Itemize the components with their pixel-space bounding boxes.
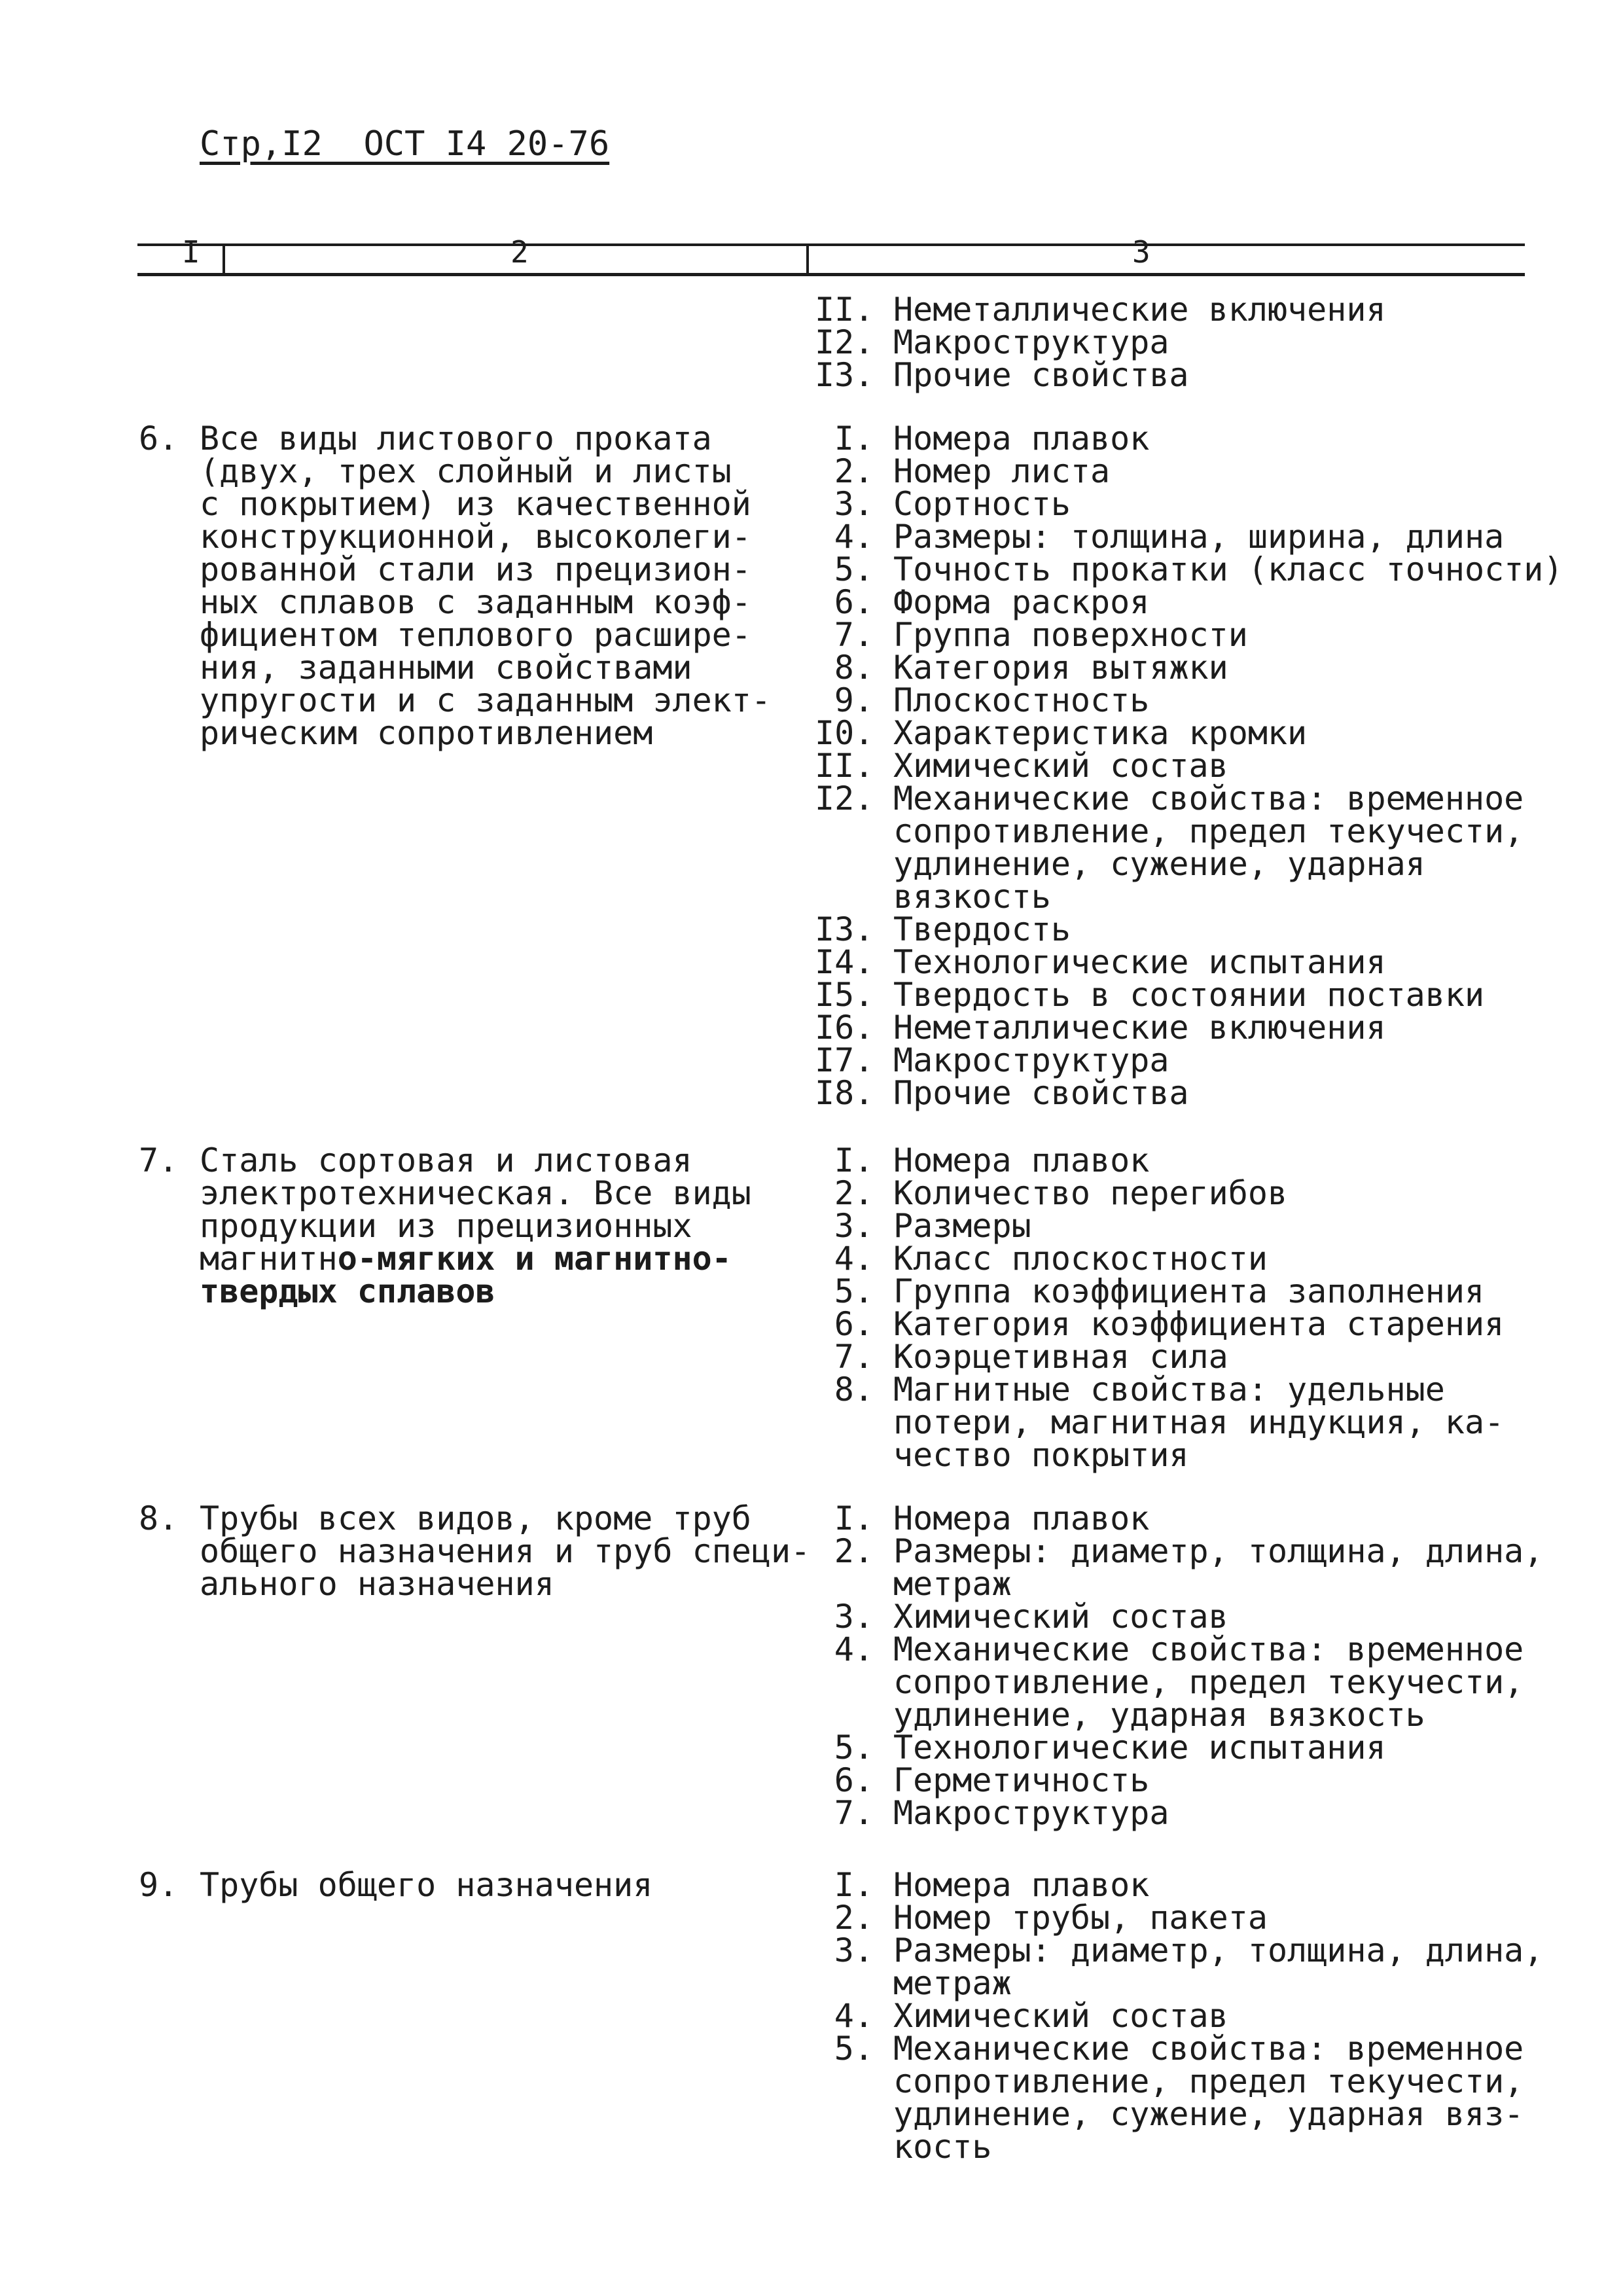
item-number: 4. [834,1997,874,2035]
item-number: I. [834,420,874,457]
item-number: 8. [834,1371,874,1408]
item-number: II. [815,291,874,329]
item-number: 4. [834,518,874,556]
column-divider-2 [806,243,809,276]
section-number: 7. [139,1141,179,1179]
item-text: Прочие свойства [893,1074,1189,1112]
table-header-top-rule [137,243,1525,246]
list-item [815,1009,1563,1047]
item-text: Номер трубы, пакета [893,1899,1268,1937]
item-number: I3. [815,356,874,394]
item-text: Плоскостность [893,681,1150,719]
list-item [815,1532,1544,1603]
item-text: Механические свойства: временное [893,1630,1524,1668]
description-line: конструкционной, высоколеги- [200,518,751,556]
description-line: (двух, трех слойный и листы [200,452,732,490]
description-line: Трубы общего назначения [200,1866,653,1904]
list-item [815,1899,1543,1937]
item-text: Размеры: диаметр, толщина, длина, [893,1931,1544,1969]
description-line: Трубы всех видов, кроме труб [200,1499,751,1537]
section-number: 9. [139,1866,179,1904]
item-text: удлинение, сужение, ударная вяз- [893,2095,1524,2133]
item-text: сопротивление, предел текучести, [893,2062,1524,2100]
list-item [815,976,1563,1014]
item-text: Группа коэффициента заполнения [893,1272,1485,1310]
item-number: 3. [834,1931,874,1969]
list-item [815,714,1563,752]
item-text: Категория коэффициента старения [893,1305,1505,1343]
item-text: Точность прокатки (класс точности) [893,550,1563,588]
description-line: общего назначения и труб специ- [200,1532,811,1570]
item-text: Размеры: диаметр, толщина, длина, [893,1532,1544,1570]
item-text: Магнитные свойства: удельные [893,1371,1445,1408]
item-text: Химический состав [893,747,1228,785]
list-item [815,1729,1543,1767]
item-number: 7. [834,616,874,654]
item-text: метраж [893,1565,1012,1603]
list-item [815,1141,1504,1179]
item-number: 5. [834,1729,874,1767]
list-item [815,1997,1543,2035]
item-number: I0. [815,714,874,752]
characteristics-list [815,1141,1505,1474]
item-text: Химический состав [893,1598,1228,1636]
list-item [815,1338,1504,1376]
item-number: I3. [815,910,874,948]
list-item [815,747,1563,785]
item-text: Номера плавок [893,1866,1150,1904]
section-description [200,1866,789,1904]
list-item [815,616,1563,654]
item-text: Неметаллические включения [893,291,1386,329]
description-line: электротехническая. Все виды [200,1174,751,1212]
item-number: 6. [834,1305,874,1343]
list-item [815,323,1386,361]
section-description [200,1499,811,1603]
item-number: 2. [834,452,874,490]
description-line: ального назначения [200,1565,554,1603]
item-number: 3. [834,1207,874,1245]
item-number: I. [834,1866,874,1904]
item-number: 7. [834,1794,874,1832]
item-text: Класс плоскостности [893,1240,1268,1278]
item-number: I8. [815,1074,874,1112]
list-item [815,1074,1563,1112]
item-text: Размеры: толщина, ширина, длина [893,518,1505,556]
item-number: I. [834,1499,874,1537]
list-item [815,518,1563,556]
list-item [815,681,1563,719]
description-line: твердых сплавов [200,1272,495,1310]
description-line: ния, заданными свойствами [200,649,692,687]
list-item [815,1866,1543,1904]
list-item [815,550,1563,588]
item-text: Коэрцетивная сила [893,1338,1228,1376]
item-number: II. [815,747,874,785]
list-item [815,780,1563,916]
list-item [815,1240,1504,1278]
item-text: Количество перегибов [893,1174,1288,1212]
list-item [815,2030,1543,2166]
description-line: магнитно-мягких и магнитно- [200,1240,732,1278]
column-number-2: 2 [510,234,529,270]
item-text: Категория вытяжки [893,649,1228,687]
item-text: Химический состав [893,1997,1228,2035]
description-line: фициентом теплового расшире- [200,616,751,654]
list-item [815,1598,1543,1636]
item-number: 3. [834,485,874,523]
item-text: Номера плавок [893,1141,1150,1179]
item-text: Технологические испытания [893,943,1386,981]
characteristics-list [815,1866,1544,2166]
list-item [815,1371,1505,1474]
item-text: Номер листа [893,452,1111,490]
section-description [200,1141,789,1310]
table-header-bottom-rule [137,273,1525,276]
item-text: удлинение, ударная вязкость [893,1696,1425,1734]
item-text: вязкость [893,878,1051,916]
item-number: 2. [834,1532,874,1570]
item-text: сопротивление, предел текучести, [893,812,1524,850]
section-number: 6. [139,420,179,457]
item-text: Сортность [893,485,1071,523]
list-item [815,943,1563,981]
item-number: 6. [834,583,874,621]
item-number: 6. [834,1761,874,1799]
description-line: с покрытием) из качественной [200,485,751,523]
item-number: 7. [834,1338,874,1376]
section-number: 8. [139,1499,179,1537]
item-number: I. [834,1141,874,1179]
description-line: Сталь сортовая и листовая [200,1141,692,1179]
item-text: Форма раскроя [893,583,1150,621]
item-text: Твердость [893,910,1071,948]
description-line: ных сплавов с заданным коэф- [200,583,751,621]
item-text: Макроструктура [893,1794,1169,1832]
item-text: Номера плавок [893,1499,1150,1537]
item-text: сопротивление, предел текучести, [893,1663,1524,1701]
item-text: Неметаллические включения [893,1009,1386,1047]
item-text: Макроструктура [893,1041,1169,1079]
description-line: рованной стали из прецизион- [200,550,751,588]
list-item [815,910,1563,948]
item-number: I4. [815,943,874,981]
item-number: 5. [834,1272,874,1310]
section-description [200,420,789,752]
item-number: 9. [834,681,874,719]
item-text: Номера плавок [893,420,1150,457]
item-text: Механические свойства: временное [893,2030,1524,2068]
item-text: Технологические испытания [893,1729,1386,1767]
description-line: рическим сопротивлением [200,714,653,752]
item-number: 5. [834,2030,874,2068]
list-item [815,1931,1544,2002]
list-item [815,422,1563,455]
item-number: I2. [815,780,874,817]
item-text: кость [893,2128,992,2166]
list-item [815,1207,1504,1245]
item-number: I2. [815,323,874,361]
item-text: Группа поверхности [893,616,1248,654]
item-text: Размеры [893,1207,1031,1245]
item-text: Макроструктура [893,323,1169,361]
list-item [815,1174,1504,1212]
item-number: I5. [815,976,874,1014]
item-text: потери, магнитная индукция, ка- [893,1403,1505,1441]
item-text: чество покрытия [893,1436,1189,1474]
column-number-1: I [182,234,200,270]
item-number: 5. [834,550,874,588]
list-item [815,1794,1543,1832]
item-number: 8. [834,649,874,687]
column-divider-1 [223,243,225,276]
characteristics-list [815,291,1386,394]
list-item [815,452,1563,490]
characteristics-list [815,1499,1544,1832]
item-number: I7. [815,1041,874,1079]
item-text: метраж [893,1964,1012,2002]
item-number: 2. [834,1899,874,1937]
description-line: Все виды листового проката [200,420,712,457]
column-number-3: 3 [1132,234,1150,270]
list-item [815,649,1563,687]
list-item [815,291,1386,329]
list-item [815,1272,1504,1310]
item-text: удлинение, сужение, ударная [893,845,1425,883]
list-item [815,1041,1563,1079]
list-item [815,1630,1543,1734]
description-line: упругости и с заданным элект- [200,681,771,719]
item-number: I6. [815,1009,874,1047]
list-item [815,1761,1543,1799]
item-number: 4. [834,1240,874,1278]
list-item [815,485,1563,523]
description-line: продукции из прецизионных [200,1207,692,1245]
item-text: Герметичность [893,1761,1150,1799]
list-item [815,356,1386,394]
list-item [815,583,1563,621]
item-text: Характеристика кромки [893,714,1308,752]
list-item [815,1305,1505,1343]
item-text: Механические свойства: временное [893,780,1524,817]
item-number: 3. [834,1598,874,1636]
characteristics-list [815,420,1563,1112]
item-number: 2. [834,1174,874,1212]
item-number: 4. [834,1630,874,1668]
page-header: Стр,I2 ОСТ I4 20-76 [200,124,610,164]
list-item [815,1499,1543,1537]
item-text: Прочие свойства [893,356,1189,394]
item-text: Твердость в состоянии поставки [893,976,1485,1014]
